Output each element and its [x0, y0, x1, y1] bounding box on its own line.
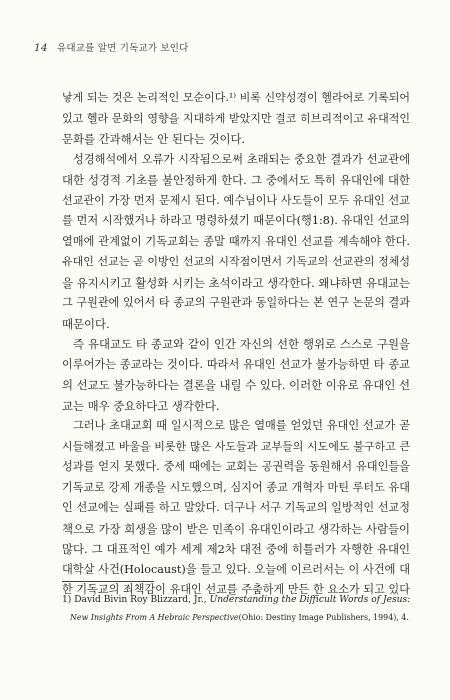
text-line: 선교관이 가장 먼저 문제시 된다. 예수님이나 사도들이 모두 유대인 선교: [62, 193, 410, 207]
page-number: 14: [34, 42, 48, 54]
footnote-author: David Bivin Roy Blizzard, Jr.,: [74, 595, 207, 605]
text-line: 을 유지시키고 활성화 시키는 초석이라고 생각한다. 왜냐하면 유대교는: [62, 275, 411, 290]
footnote-marker: 1): [62, 595, 72, 605]
text-line: 를 먼저 시작했거나 하라고 명령하셨기 때문이다(행1:8). 유대인 선교의: [62, 214, 410, 227]
text-line: 있고 헬라 문화의 영향을 지대하게 받았지만 결코 히브리적이고 유대적인: [62, 111, 410, 125]
footnote: [62, 592, 410, 626]
footnote-divider: [62, 581, 154, 582]
text-line: 그러나 초대교회 때 일시적으로 많은 열매를 얻었던 유대인 선교가 곧: [73, 419, 410, 432]
text-line: 즉 유대교도 타 종교와 같이 인간 자신의 선한 행위로 스스로 구원을: [73, 337, 410, 351]
footnote-line: [62, 592, 410, 609]
text-line: 열매에 관계없이 기독교회는 종말 때까지 유대인 선교를 계속해야 한다.: [62, 234, 410, 248]
text-line: 의 선교도 불가능하다는 결론을 내릴 수 있다. 이러한 이유로 유대인 선: [62, 378, 410, 392]
text-line: 시들해졌고 바울을 비롯한 많은 사도들과 교부들의 시도에도 불구하고 큰: [62, 439, 410, 453]
text-line: 책으로 가장 희생을 많이 받은 민족이 유대인이라고 생각하는 사람들이: [62, 521, 411, 536]
footnote-title-cont: New Insights From A Hebraic Perspective: [70, 613, 239, 622]
text-line: 문화를 간과해서는 안 된다는 것이다.: [62, 132, 246, 146]
footnote-line: [62, 609, 410, 626]
text-line: 인 선교에는 실패를 하고 말았다. 더구나 서구 기독교의 일방적인 선교정: [62, 501, 410, 514]
text-line: 대학살 사건(Holocaust)을 들고 있다. 오늘에 이르러서는 이 사건에 대: [62, 562, 410, 576]
running-title: 유대교를 알면 기독교가 보인다: [57, 43, 189, 54]
footnote-title: Understanding the Difficult Words of Jesus:: [209, 595, 411, 605]
text-line: 대한 성경적 기초를 불안정하게 한다. 그 중에서도 특히 유대인에 대한: [62, 173, 410, 187]
text-line: 교는 매우 중요하다고 생각한다.: [62, 398, 220, 413]
running-header: [34, 40, 189, 54]
footnote-publication: (Ohio: Destiny Image Publishers, 1994), 4.: [238, 613, 409, 622]
text-line: 그 구원관에 있어서 타 종교의 구원관과 동일하다는 본 연구 논문의 결과: [62, 296, 410, 309]
text-line: 낳게 되는 것은 논리적인 모순이다.¹⁾ 비록 신약성경이 헬라어로 기록되어: [62, 91, 410, 104]
text-line: 유대인 선교는 곧 이방인 선교의 시작점이면서 기독교의 선교관의 정체성: [62, 255, 410, 268]
text-line: 성경해석에서 오류가 시작됨으로써 초래되는 중요한 결과가 선교관에: [73, 152, 410, 166]
text-line: 이루어가는 종교라는 것이다. 따라서 유대인 선교가 불가능하면 타 종교: [62, 357, 410, 371]
body-text: [62, 88, 410, 601]
text-line: 기독교로 강제 개종을 시도했으며, 심지어 종교 개혁자 마틴 루터도 유대: [62, 480, 410, 494]
text-line: 한 기독교의 죄책감이 유대인 선교를 주춤하게 만든 한 요소가 되고 있다: [62, 583, 410, 596]
text-line: 때문이다.: [62, 316, 110, 331]
text-line: 많다. 그 대표적인 예가 세계 제2차 대전 중에 히틀러가 자행한 유대인: [62, 542, 410, 556]
text-line: 성과를 얻지 못했다. 중세 때에는 교회는 공권력을 동원해서 유대인들을: [62, 460, 410, 473]
